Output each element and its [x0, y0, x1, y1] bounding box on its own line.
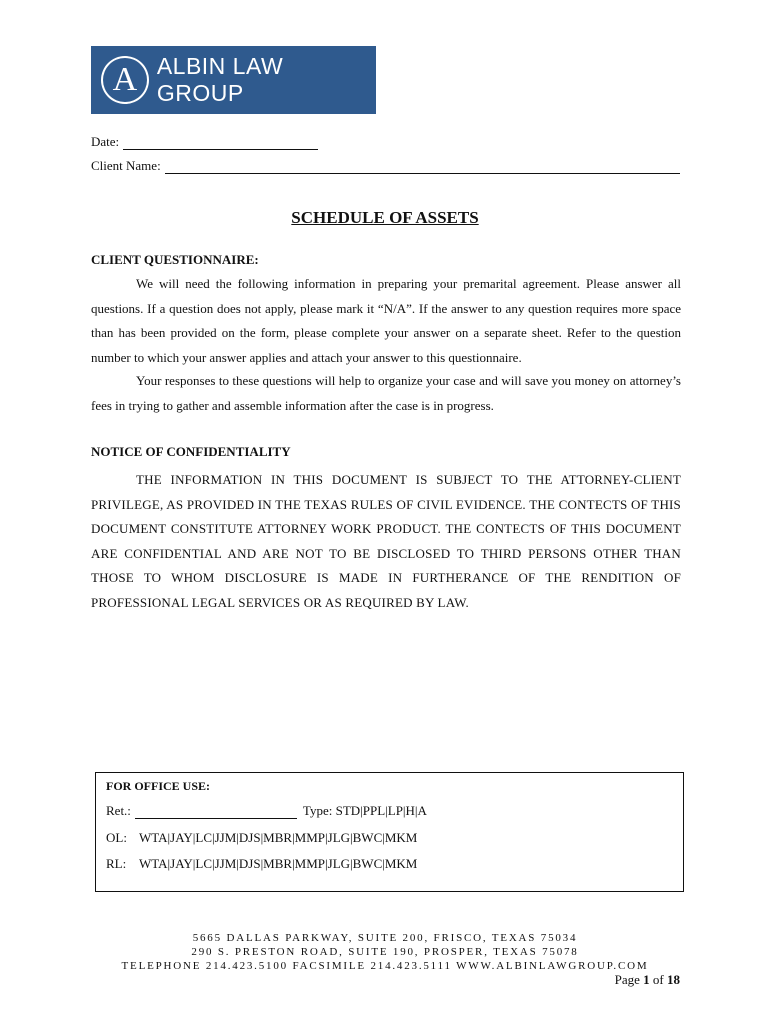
page-prefix: Page [614, 972, 640, 987]
ol-values: WTA|JAY|LC|JJM|DJS|MBR|MMP|JLG|BWC|MKM [139, 830, 418, 845]
type-options: Type: STD|PPL|LP|H|A [302, 803, 427, 818]
confidentiality-text: THE INFORMATION IN THIS DOCUMENT IS SUBJECT TO THE ATTORNEY-CLIENT PRIVILEGE, AS PROVIDED IN THE TEXAS RULES OF CIVIL EVIDENCE. THE CONTECTS OF THIS DOCUMENT CONSTITUTE ATTORNEY WORK PRODUCT. THE CONTECTS OF THIS DOCUMENT ARE CONFIDENTIAL AND ARE NOT TO BE DISCLOSED TO THIRD PERSONS OTHER THAN THOSE TO WHOM DISCLOSURE IS MADE IN FURTHERANCE OF THE RENDITION OF PROFESSIONAL LEGAL SERVICES OR AS REQUIRED BY LAW. [91, 472, 681, 610]
footer-address-2: 290 S. PRESTON ROAD, SUITE 190, PROSPER, TEXAS 75078 [191, 946, 579, 958]
date-field [91, 134, 318, 150]
questionnaire-paragraph-2: Your responses to these questions will help to organize your case and will save you money on attorney’s fees in trying to gather and assemble information after the case is in progress. [91, 373, 681, 413]
logo-initial: A [101, 56, 149, 104]
footer-address-1: 5665 DALLAS PARKWAY, SUITE 200, FRISCO, TEXAS 75034 [192, 932, 578, 944]
questionnaire-heading: CLIENT QUESTIONNAIRE: [91, 252, 259, 267]
date-label: Date: [91, 134, 120, 149]
office-use-box [95, 772, 684, 892]
page-title: SCHEDULE OF ASSETS [291, 208, 479, 227]
page-of: of [652, 972, 664, 987]
ret-label: Ret.: [106, 803, 131, 818]
ol-row [106, 830, 417, 846]
page-current: 1 [643, 972, 650, 987]
page-total: 18 [667, 972, 680, 987]
rl-values: WTA|JAY|LC|JJM|DJS|MBR|MMP|JLG|BWC|MKM [139, 856, 418, 871]
client-name-input-line[interactable] [165, 161, 680, 174]
ol-label: OL: [106, 830, 127, 845]
rl-label: RL: [106, 856, 127, 871]
ret-row [106, 803, 427, 819]
footer-contact: TELEPHONE 214.423.5100 FACSIMILE 214.423.5111 WWW.ALBINLAWGROUP.COM [121, 960, 649, 972]
office-use-heading: FOR OFFICE USE: [106, 779, 211, 793]
client-name-label: Client Name: [91, 158, 161, 173]
confidentiality-heading: NOTICE OF CONFIDENTIALITY [91, 444, 291, 459]
rl-row [106, 856, 417, 872]
page-number [615, 972, 680, 988]
firm-logo [91, 46, 376, 114]
date-input-line[interactable] [123, 137, 318, 150]
client-name-field [91, 158, 680, 174]
logo-firm-name: ALBIN LAW GROUP [156, 53, 284, 106]
ret-input-line[interactable] [135, 806, 297, 819]
questionnaire-paragraph-1: We will need the following information in preparing your premarital agreement. Please answer all questions. If a question does not apply, please mark it “N/A”. If the answer to any question requires more space than has been provided on the form, please complete your answer on a separate sheet. Refer to the question number to which your answer applies and attach your answer to this questionnaire. [91, 276, 681, 365]
